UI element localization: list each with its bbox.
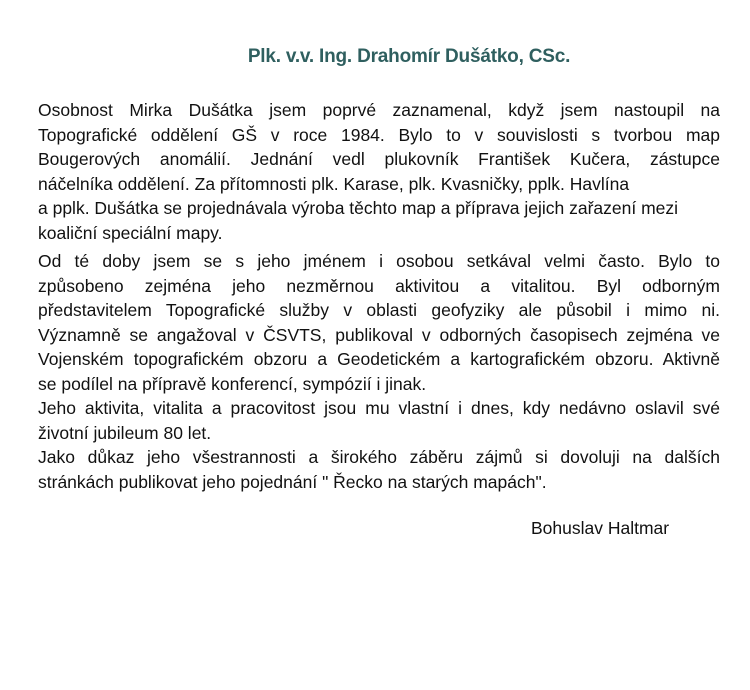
author-signature: Bohuslav Haltmar — [531, 518, 670, 538]
text-line: představitelem Topografické služby v oblasti geofyziky ale působil i mimo ni. — [38, 300, 720, 320]
text-line: životní jubileum 80 let. — [38, 422, 212, 443]
text-line: Jeho aktivita, vitalita a pracovitost jsou mu vlastní i dnes, kdy nedávno oslavil své — [38, 398, 720, 418]
text-line: Významně se angažoval v ČSVTS, publikoval v odborných časopisech zejména ve — [38, 324, 720, 345]
text-line: Topografické oddělení GŠ v roce 1984. Bylo to v souvislosti s tvorbou map — [38, 124, 720, 145]
text-line: a pplk. Dušátka se projednávala výroba těchto map a příprava jejich zařazení mezi — [38, 198, 679, 218]
text-line: se podílel na přípravě konferencí, sympózií i jinak. — [38, 373, 427, 394]
text-line: stránkách publikovat jeho pojednání " Řecko na starých mapách". — [38, 471, 547, 492]
text-line: Osobnost Mirka Dušátka jsem poprvé zaznamenal, když jsem nastoupil na — [38, 100, 720, 120]
paragraph — [38, 445, 720, 494]
document-title: Plk. v.v. Ing. Drahomír Dušátko, CSc. — [247, 46, 571, 67]
text-line: Jako důkaz jeho všestrannosti a širokého záběru zájmů si dovoluji na dalších — [38, 447, 720, 467]
paragraph — [38, 98, 720, 245]
document-body — [38, 98, 720, 494]
text-line: Vojenském topografickém obzoru a Geodetickém a kartografickém obzoru. Aktivně — [38, 349, 720, 369]
paragraph — [38, 396, 720, 445]
paragraph — [38, 249, 720, 396]
text-line: způsobeno zejména jeho nezměrnou aktivitou a vitalitou. Byl odborným — [38, 275, 720, 296]
text-line: koaliční speciální mapy. — [38, 222, 223, 243]
text-line: náčelníka oddělení. Za přítomnosti plk. Karase, plk. Kvasničky, pplk. Havlína — [38, 173, 630, 194]
text-line: Od té doby jsem se s jeho jménem i osobou setkával velmi často. Bylo to — [38, 251, 720, 271]
text-line: Bougerových anomálií. Jednání vedl plukovník František Kučera, zástupce — [38, 149, 720, 169]
